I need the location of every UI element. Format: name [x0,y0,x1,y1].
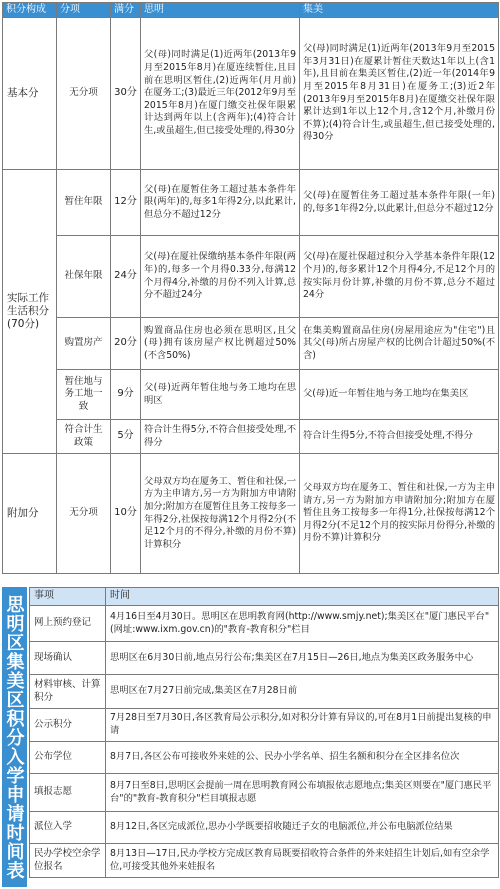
event-cell: 材料审核、计算积分 [30,675,106,709]
table-row [3,420,499,454]
time-cell: 8月12日,各区完成派位,思办小学既要招收随迁子女的电脑派位,并公布电脑派位结果 [106,812,499,844]
item-cell: 暂住年限 [57,170,111,236]
score-cell: 20分 [111,318,141,370]
item-cell: 符合计生政策 [57,420,111,454]
item-cell: 购置房产 [57,318,111,370]
jimei-cell: 父(母)近一年暂住地与务工地均在集美区 [300,370,499,420]
siming-cell: 符合计生得5分,不符合但接受处理,不得分 [141,420,300,454]
header-item: 分项 [57,3,111,18]
siming-cell: 父母双方均在厦务工、暂住和社保,一方为主申请方,另一方为附加方申请附加分;附加方在厦暂住且务工按每多一年得2分,社保按每满12个月得2分(不足12个月的不得分,补缴的月份不算)计算积分 [141,454,300,574]
siming-cell: 父(母)在厦社保缴纳基本条件年限(两年)的,每多一个月得0.33分,每满12个月得4分,补缴的月份不列入计算,总分不超过24分 [141,236,300,318]
table-row [30,606,499,642]
timeline-section [2,587,498,887]
event-cell: 公示积分 [30,709,106,742]
jimei-cell: 父(母)在厦暂住务工超过基本条件年限(一年)的,每多1年得2分,以此累计,但总分不超过12分 [300,170,499,236]
header-full-score: 满分 [111,3,141,18]
category-cell: 实际工作生活积分(70分) [3,170,57,454]
jimei-cell: 父(母)在厦社保超过积分入学基本条件年限(12个月)的,每多累计12个月得4分,不足12个月的按实际月份计算,补缴的月份不算,总分不超过24分 [300,236,499,318]
table-row [30,774,499,812]
table-row [3,370,499,420]
header-event: 事项 [30,588,106,606]
time-cell: 8月7日,各区公布可接收外来娃的公、民办小学名单、招生名额和积分在全区排名位次 [106,742,499,774]
time-cell: 思明区在6月30日前,地点另行公布;集美区在7月15日—26日,地点为集美区政务服务中心 [106,642,499,675]
siming-cell: 父(母)同时满足(1)近两年(2013年9月至2015年8月)在厦连续暂住,且目前在思明区暂住,(2)近两年(月月前)在厦务工;(3)最近三年(2012年9月至2015年8月)在厦门缴交社保年限累计达到两年以上(含两年);(4)符合计生,或虽超生,但已接受处理的,得30分 [141,18,300,170]
timeline-header [30,588,499,606]
category-cell: 基本分 [3,18,57,170]
timeline-title-text: 思明区集美区积分入学申请时间表 [3,594,25,880]
score-cell: 24分 [111,236,141,318]
timeline-table [29,587,499,878]
table-row [3,236,499,318]
item-cell: 无分项 [57,18,111,170]
event-cell: 填报志愿 [30,774,106,812]
event-cell: 民办学校空余学位报名 [30,844,106,878]
siming-cell: 购置商品住房也必须在思明区,且父(母)拥有该房屋产权比例超过50%(不含50%) [141,318,300,370]
header-siming: 思明 [141,3,300,18]
header-time: 时间 [106,588,499,606]
score-cell: 12分 [111,170,141,236]
table-row [30,844,499,878]
points-composition-table [2,2,499,574]
table-row [30,742,499,774]
item-cell: 暂住地与务工地一致 [57,370,111,420]
jimei-cell: 在集美购置商品住房(房屋用途应为"住宅")且其父(母)所占房屋产权的比例合计超过50%(不含) [300,318,499,370]
timeline-vertical-title [2,587,27,887]
item-cell: 社保年限 [57,236,111,318]
header-category: 积分构成 [3,3,57,18]
category-cell: 附加分 [3,454,57,574]
jimei-cell: 符合计生得5分,不符合但接受处理,不得分 [300,420,499,454]
event-cell: 派位入学 [30,812,106,844]
score-cell: 30分 [111,18,141,170]
table-row [30,675,499,709]
event-cell: 公布学位 [30,742,106,774]
time-cell: 8月7日至8日,思明区会提前一周在思明教育网公布填报依志愿地点;集美区则要在"厦门惠民平台"的"教育-教育积分"栏目填报志愿 [106,774,499,812]
table-row [30,709,499,742]
siming-cell: 父(母)在厦暂住务工超过基本条件年限(两年)的,每多1年得2分,以此累计,但总分不超过12分 [141,170,300,236]
score-cell: 5分 [111,420,141,454]
jimei-cell: 父(母)同时满足(1)近两年(2013年9月至2015年3月31日)在厦累计暂住天数达1年以上(含1年),且目前在集美区暂住,(2)近一年(2014年9月至2015年8月31日)在厦务工;(3)近2年(2013年9月至2015年8月)在厦缴交社保年限累计达到1年以上12个月,含12个月,补缴月份不算);(4)符合计生,或虽超生,但已接受处理的,得30分 [300,18,499,170]
table-row [3,170,499,236]
item-cell: 无分项 [57,454,111,574]
table-row [30,812,499,844]
table-row [30,642,499,675]
time-cell: 8月13日—17日,民办学校方完成区教育局既要招收符合条件的外来娃招生计划后,如有空余学位,可接受其他外来娃报名 [106,844,499,878]
time-cell: 思明区在7月27日前完成,集美区在7月28日前 [106,675,499,709]
header-jimei: 集美 [300,3,499,18]
time-cell: 4月16日至4月30日。思明区在思明教育网(http://www.smjy.net);集美区在"厦门惠民平台"(网址:www.ixm.gov.cn)的"教育-教育积分"栏目 [106,606,499,642]
table-row [3,318,499,370]
score-cell: 9分 [111,370,141,420]
score-cell: 10分 [111,454,141,574]
event-cell: 现场确认 [30,642,106,675]
jimei-cell: 父母双方均在厦务工、暂住和社保,一方为主申请方,另一方为附加方申请附加分;附加方在厦暂住且务工按每多一年得1分,社保按每满12个月得2分(不足12个月的按实际月份得分,补缴的月份不算)计算积分 [300,454,499,574]
points-table-header [3,3,499,18]
table-row [3,454,499,574]
siming-cell: 父(母)近两年暂住地与务工地均在思明区 [141,370,300,420]
event-cell: 网上预约登记 [30,606,106,642]
table-row [3,18,499,170]
time-cell: 7月28日至7月30日,各区教育局公示积分,如对积分计算有异议的,可在8月1日前提出复核的申请 [106,709,499,742]
